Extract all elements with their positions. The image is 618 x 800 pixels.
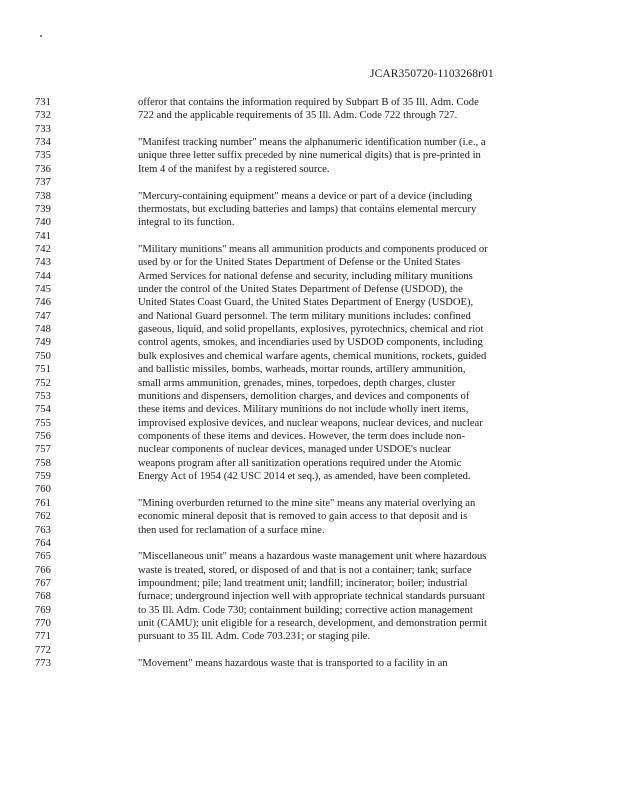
line-number: 731 bbox=[35, 97, 51, 108]
document-line bbox=[0, 417, 618, 430]
line-number: 736 bbox=[35, 163, 51, 175]
document-line bbox=[0, 216, 618, 229]
line-number: 747 bbox=[35, 310, 51, 322]
document-line bbox=[0, 283, 618, 296]
line-text: weapons program after all sanitization operations required under the Atomic bbox=[138, 457, 462, 469]
line-text: under the control of the United States Department of Defense (USDOD), the bbox=[138, 284, 463, 296]
line-number: 738 bbox=[35, 190, 51, 202]
document-line bbox=[0, 310, 618, 323]
document-line bbox=[0, 377, 618, 390]
document-line bbox=[0, 163, 618, 176]
line-text: "Mercury-containing equipment" means a device or part of a device (including bbox=[138, 190, 472, 202]
line-text: unique three letter suffix preceded by nine numerical digits) that is pre-printed in bbox=[138, 150, 481, 162]
line-number: 735 bbox=[35, 150, 51, 162]
line-number: 763 bbox=[35, 524, 51, 536]
line-text: bulk explosives and chemical warfare agents, chemical munitions, rockets, guided bbox=[138, 350, 487, 362]
line-number: 768 bbox=[35, 591, 51, 603]
document-line bbox=[0, 483, 618, 496]
line-text: pursuant to 35 Ill. Adm. Code 703.231; or staging pile. bbox=[138, 631, 371, 643]
document-line bbox=[0, 243, 618, 256]
line-number: 739 bbox=[35, 203, 51, 215]
line-number: 759 bbox=[35, 471, 51, 483]
line-text: 722 and the applicable requirements of 35 Ill. Adm. Code 722 through 727. bbox=[138, 110, 458, 122]
document-line bbox=[0, 564, 618, 577]
line-text: "Military munitions" means all ammunition products and components produced or bbox=[138, 243, 488, 255]
line-text: Energy Act of 1954 (42 USC 2014 et seq.), as amended, have been completed. bbox=[138, 471, 471, 483]
document-line bbox=[0, 390, 618, 403]
document-line bbox=[0, 497, 618, 510]
document-line bbox=[0, 590, 618, 603]
line-text: integral to its function. bbox=[138, 217, 235, 229]
line-number: 766 bbox=[35, 564, 51, 576]
line-number: 771 bbox=[35, 631, 51, 643]
document-line bbox=[0, 630, 618, 643]
document-line bbox=[0, 176, 618, 189]
line-text: thermostats, but excluding batteries and lamps) that contains elemental mercury bbox=[138, 203, 477, 215]
document-line bbox=[0, 457, 618, 470]
line-number: 745 bbox=[35, 284, 51, 296]
line-number: 744 bbox=[35, 270, 51, 282]
line-text: Item 4 of the manifest by a registered source. bbox=[138, 163, 330, 175]
line-text: "Manifest tracking number" means the alphanumeric identification number (i.e., a bbox=[138, 137, 486, 149]
document-line bbox=[0, 323, 618, 336]
document-line bbox=[0, 256, 618, 269]
numbered-text-body bbox=[0, 96, 618, 670]
line-number: 757 bbox=[35, 444, 51, 456]
line-text: improvised explosive devices, and nuclear weapons, nuclear devices, and nuclear bbox=[138, 417, 483, 429]
line-number: 750 bbox=[35, 350, 51, 362]
line-text: components of these items and devices. However, the term does include non- bbox=[138, 430, 466, 442]
document-line bbox=[0, 149, 618, 162]
line-text: and National Guard personnel. The term military munitions includes: confined bbox=[138, 310, 471, 322]
line-number: 755 bbox=[35, 417, 51, 429]
document-line bbox=[0, 363, 618, 376]
line-number: 737 bbox=[35, 177, 51, 189]
document-line bbox=[0, 403, 618, 416]
document-line bbox=[0, 657, 618, 670]
line-text: waste is treated, stored, or disposed of and that is not a container; tank; surface bbox=[138, 564, 472, 576]
line-number: 772 bbox=[35, 644, 51, 656]
document-line bbox=[0, 644, 618, 657]
line-number: 773 bbox=[35, 658, 51, 670]
line-text: used by or for the United States Department of Defense or the United States bbox=[138, 257, 461, 269]
document-line bbox=[0, 617, 618, 630]
line-number: 765 bbox=[35, 551, 51, 563]
document-line bbox=[0, 443, 618, 456]
document-line bbox=[0, 524, 618, 537]
line-text: these items and devices. Military munitions do not include wholly inert items, bbox=[138, 404, 469, 416]
line-text: "Mining overburden returned to the mine site" means any material overlying an bbox=[138, 497, 476, 509]
line-text: economic mineral deposit that is removed to gain access to that deposit and is bbox=[138, 511, 468, 523]
document-line bbox=[0, 336, 618, 349]
line-number: 751 bbox=[35, 364, 51, 376]
line-number: 767 bbox=[35, 577, 51, 589]
line-text: gaseous, liquid, and solid propellants, explosives, pyrotechnics, chemical and riot bbox=[138, 324, 484, 336]
line-number: 752 bbox=[35, 377, 51, 389]
line-number: 740 bbox=[35, 217, 51, 229]
line-number: 764 bbox=[35, 537, 51, 549]
document-line bbox=[0, 577, 618, 590]
line-text: small arms ammunition, grenades, mines, torpedoes, depth charges, cluster bbox=[138, 377, 456, 389]
line-text: "Miscellaneous unit" means a hazardous waste management unit where hazardous bbox=[138, 551, 487, 563]
document-id: JCAR350720-1103268r01 bbox=[370, 68, 494, 80]
document-line bbox=[0, 350, 618, 363]
line-number: 732 bbox=[35, 110, 51, 122]
line-number: 756 bbox=[35, 430, 51, 442]
document-line bbox=[0, 604, 618, 617]
line-number: 770 bbox=[35, 618, 51, 630]
document-line bbox=[0, 230, 618, 243]
line-text: "Movement" means hazardous waste that is transported to a facility in an bbox=[138, 658, 448, 670]
line-text: United States Coast Guard, the United States Department of Energy (USDOE), bbox=[138, 297, 474, 309]
document-line bbox=[0, 203, 618, 216]
line-number: 743 bbox=[35, 257, 51, 269]
document-line bbox=[0, 430, 618, 443]
line-number: 760 bbox=[35, 484, 51, 496]
line-text: then used for reclamation of a surface mine. bbox=[138, 524, 325, 536]
line-number: 749 bbox=[35, 337, 51, 349]
line-number: 742 bbox=[35, 243, 51, 255]
document-line bbox=[0, 537, 618, 550]
line-number: 762 bbox=[35, 511, 51, 523]
line-number: 734 bbox=[35, 137, 51, 149]
line-text: impoundment; pile; land treatment unit; landfill; incinerator; boiler; industrial bbox=[138, 577, 468, 589]
line-text: to 35 Ill. Adm. Code 730; containment building; corrective action management bbox=[138, 604, 473, 616]
line-number: 753 bbox=[35, 390, 51, 402]
document-line bbox=[0, 470, 618, 483]
line-text: offeror that contains the information required by Subpart B of 35 Ill. Adm. Code bbox=[138, 97, 479, 108]
document-line bbox=[0, 510, 618, 523]
scan-speck bbox=[40, 35, 42, 37]
line-text: nuclear components of nuclear devices, managed under USDOE's nuclear bbox=[138, 444, 451, 456]
document-line bbox=[0, 96, 618, 109]
line-text: munitions and dispensers, demolition charges, and devices and components of bbox=[138, 390, 470, 402]
document-line bbox=[0, 550, 618, 563]
document-line bbox=[0, 123, 618, 136]
line-text: and ballistic missiles, bombs, warheads, mortar rounds, artillery ammunition, bbox=[138, 364, 466, 376]
line-text: unit (CAMU); unit eligible for a research, development, and demonstration permit bbox=[138, 618, 487, 630]
document-line bbox=[0, 296, 618, 309]
line-number: 754 bbox=[35, 404, 51, 416]
line-number: 769 bbox=[35, 604, 51, 616]
line-text: Armed Services for national defense and security, including military munitions bbox=[138, 270, 473, 282]
line-text: control agents, smokes, and incendiaries used by USDOD components, including bbox=[138, 337, 483, 349]
document-line bbox=[0, 136, 618, 149]
line-number: 733 bbox=[35, 123, 51, 135]
line-number: 741 bbox=[35, 230, 51, 242]
line-number: 746 bbox=[35, 297, 51, 309]
line-number: 761 bbox=[35, 497, 51, 509]
line-number: 748 bbox=[35, 324, 51, 336]
document-line bbox=[0, 109, 618, 122]
document-line bbox=[0, 190, 618, 203]
line-text: furnace; underground injection well with appropriate technical standards pursuant bbox=[138, 591, 485, 603]
line-number: 758 bbox=[35, 457, 51, 469]
document-line bbox=[0, 270, 618, 283]
